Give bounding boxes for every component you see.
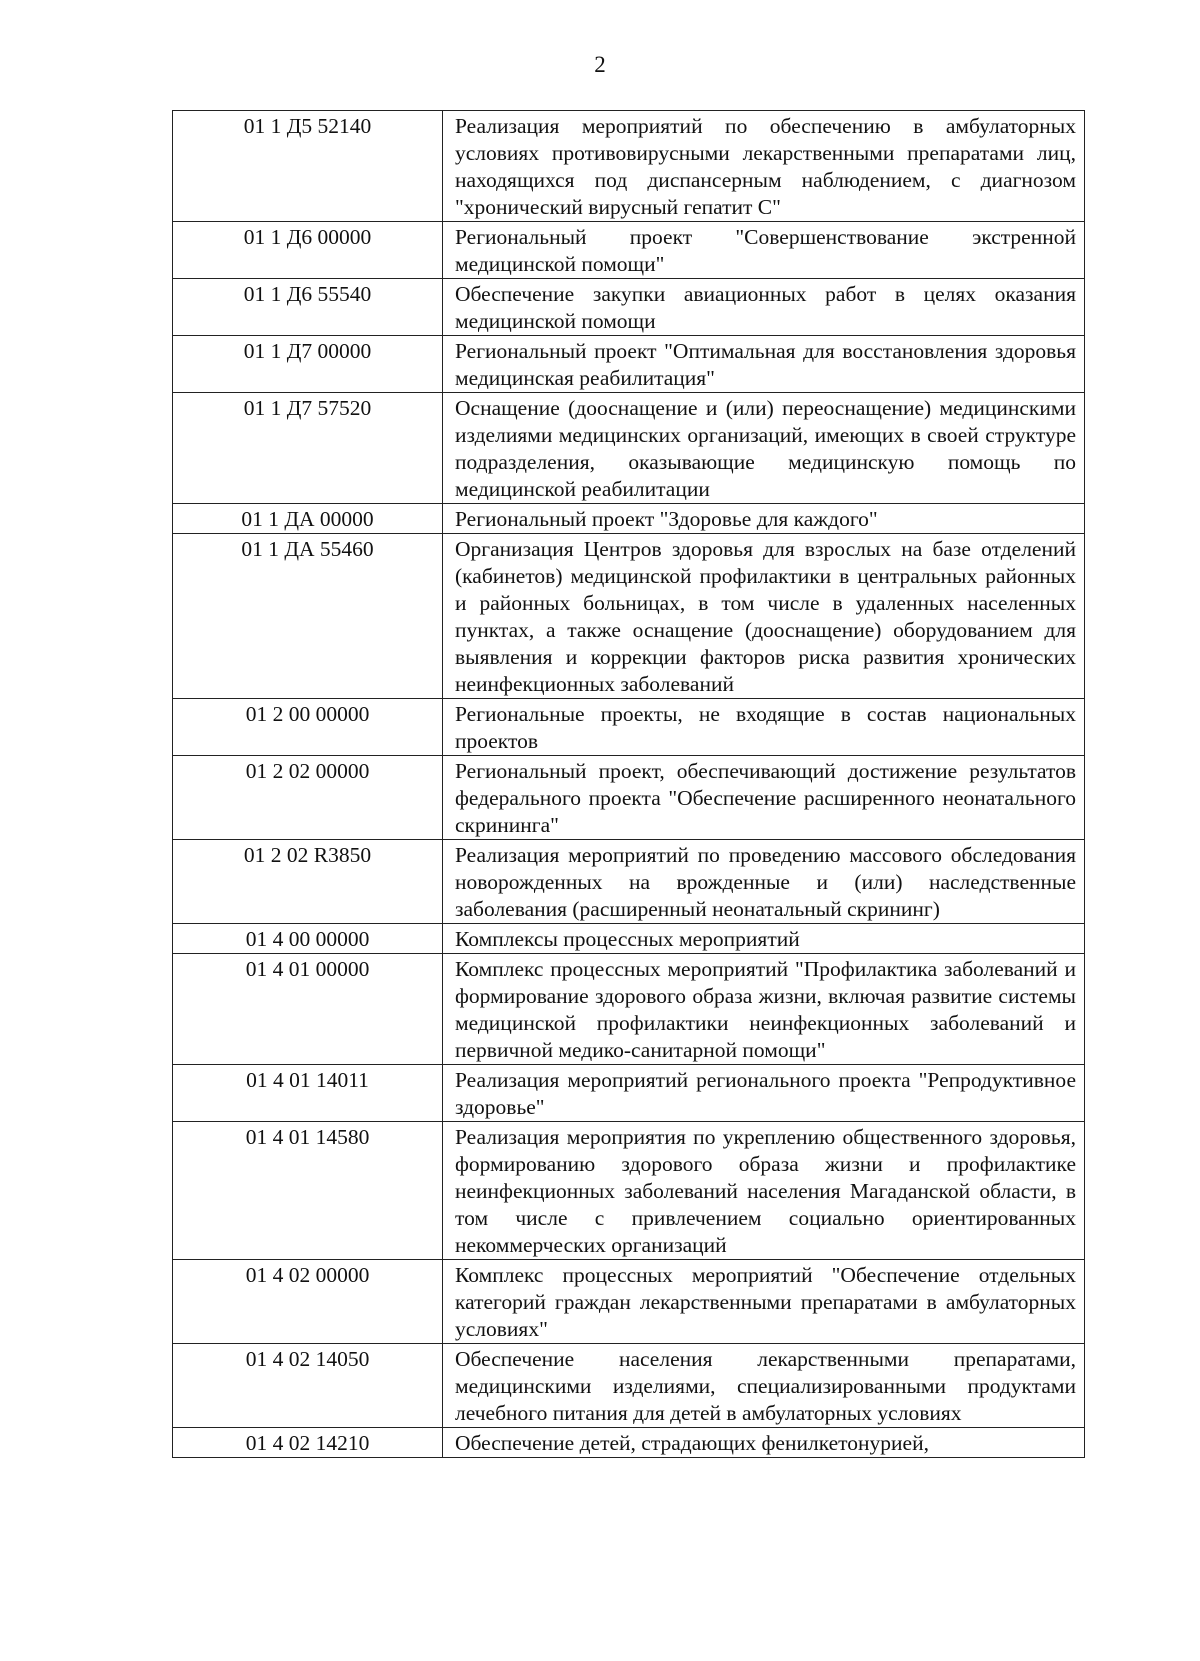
- row-description: Региональный проект, обеспечивающий достижение результатов федерального проекта "Обеспечение расширенного неонатального скрининга": [443, 756, 1085, 840]
- row-description: Реализация мероприятий по обеспечению в амбулаторных условиях противовирусными лекарственными препаратами лиц, находящихся под диспансерным наблюдением, с диагнозом "хронический вирусный гепатит С": [443, 111, 1085, 222]
- table-row: [173, 111, 1085, 222]
- row-code: 01 4 01 00000: [173, 954, 443, 1065]
- row-code: 01 1 ДА 00000: [173, 504, 443, 534]
- row-description: Обеспечение населения лекарственными препаратами, медицинскими изделиями, специализированными продуктами лечебного питания для детей в амбулаторных условиях: [443, 1344, 1085, 1428]
- row-description: Региональный проект "Оптимальная для восстановления здоровья медицинская реабилитация": [443, 336, 1085, 393]
- row-description: Комплексы процессных мероприятий: [443, 924, 1085, 954]
- table-row: [173, 1428, 1085, 1458]
- row-description: Обеспечение детей, страдающих фенилкетонурией,: [443, 1428, 1085, 1458]
- row-description: Реализация мероприятия по укреплению общественного здоровья, формированию здорового образа жизни и профилактике неинфекционных заболеваний населения Магаданской области, в том числе с привлечением социально ориентированных некоммерческих организаций: [443, 1122, 1085, 1260]
- row-code: 01 4 02 14210: [173, 1428, 443, 1458]
- row-description: Комплекс процессных мероприятий "Обеспечение отдельных категорий граждан лекарственными препаратами в амбулаторных условиях": [443, 1260, 1085, 1344]
- row-code: 01 4 02 14050: [173, 1344, 443, 1428]
- page-number: 2: [594, 52, 606, 77]
- row-description: Реализация мероприятий по проведению массового обследования новорожденных на врожденные и (или) наследственные заболевания (расширенный неонатальный скрининг): [443, 840, 1085, 924]
- table-row: [173, 756, 1085, 840]
- table-row: [173, 1260, 1085, 1344]
- row-code: 01 4 01 14011: [173, 1065, 443, 1122]
- table-row: [173, 1344, 1085, 1428]
- table-row: [173, 336, 1085, 393]
- row-description: Оснащение (дооснащение и (или) переоснащение) медицинскими изделиями медицинских организаций, имеющих в своей структуре подразделения, оказывающие медицинскую помощь по медицинской реабилитации: [443, 393, 1085, 504]
- row-description: Реализация мероприятий регионального проекта "Репродуктивное здоровье": [443, 1065, 1085, 1122]
- row-code: 01 1 Д7 57520: [173, 393, 443, 504]
- row-code: 01 1 ДА 55460: [173, 534, 443, 699]
- table-row: [173, 393, 1085, 504]
- table-row: [173, 954, 1085, 1065]
- row-code: 01 2 02 00000: [173, 756, 443, 840]
- row-code: 01 1 Д6 55540: [173, 279, 443, 336]
- row-description: Комплекс процессных мероприятий "Профилактика заболеваний и формирование здорового образа жизни, включая развитие системы медицинской профилактики неинфекционных заболеваний и первичной медико-санитарной помощи": [443, 954, 1085, 1065]
- table-row: [173, 840, 1085, 924]
- table-row: [173, 504, 1085, 534]
- table-row: [173, 699, 1085, 756]
- table-row: [173, 534, 1085, 699]
- row-code: 01 4 01 14580: [173, 1122, 443, 1260]
- row-code: 01 2 02 R3850: [173, 840, 443, 924]
- row-code: 01 1 Д5 52140: [173, 111, 443, 222]
- table-row: [173, 1122, 1085, 1260]
- row-description: Региональный проект "Здоровье для каждого": [443, 504, 1085, 534]
- table-row: [173, 222, 1085, 279]
- row-description: Обеспечение закупки авиационных работ в целях оказания медицинской помощи: [443, 279, 1085, 336]
- table-body: [173, 111, 1085, 1458]
- table-row: [173, 924, 1085, 954]
- table-row: [173, 1065, 1085, 1122]
- row-description: Организация Центров здоровья для взрослых на базе отделений (кабинетов) медицинской профилактики в центральных районных и районных больницах, в том числе в удаленных населенных пунктах, а также оснащение (дооснащение) оборудованием для выявления и коррекции факторов риска развития хронических неинфекционных заболеваний: [443, 534, 1085, 699]
- row-code: 01 1 Д7 00000: [173, 336, 443, 393]
- row-code: 01 2 00 00000: [173, 699, 443, 756]
- row-code: 01 4 02 00000: [173, 1260, 443, 1344]
- row-description: Региональный проект "Совершенствование экстренной медицинской помощи": [443, 222, 1085, 279]
- row-code: 01 4 00 00000: [173, 924, 443, 954]
- classification-table: [172, 110, 1085, 1458]
- row-code: 01 1 Д6 00000: [173, 222, 443, 279]
- table-row: [173, 279, 1085, 336]
- row-description: Региональные проекты, не входящие в состав национальных проектов: [443, 699, 1085, 756]
